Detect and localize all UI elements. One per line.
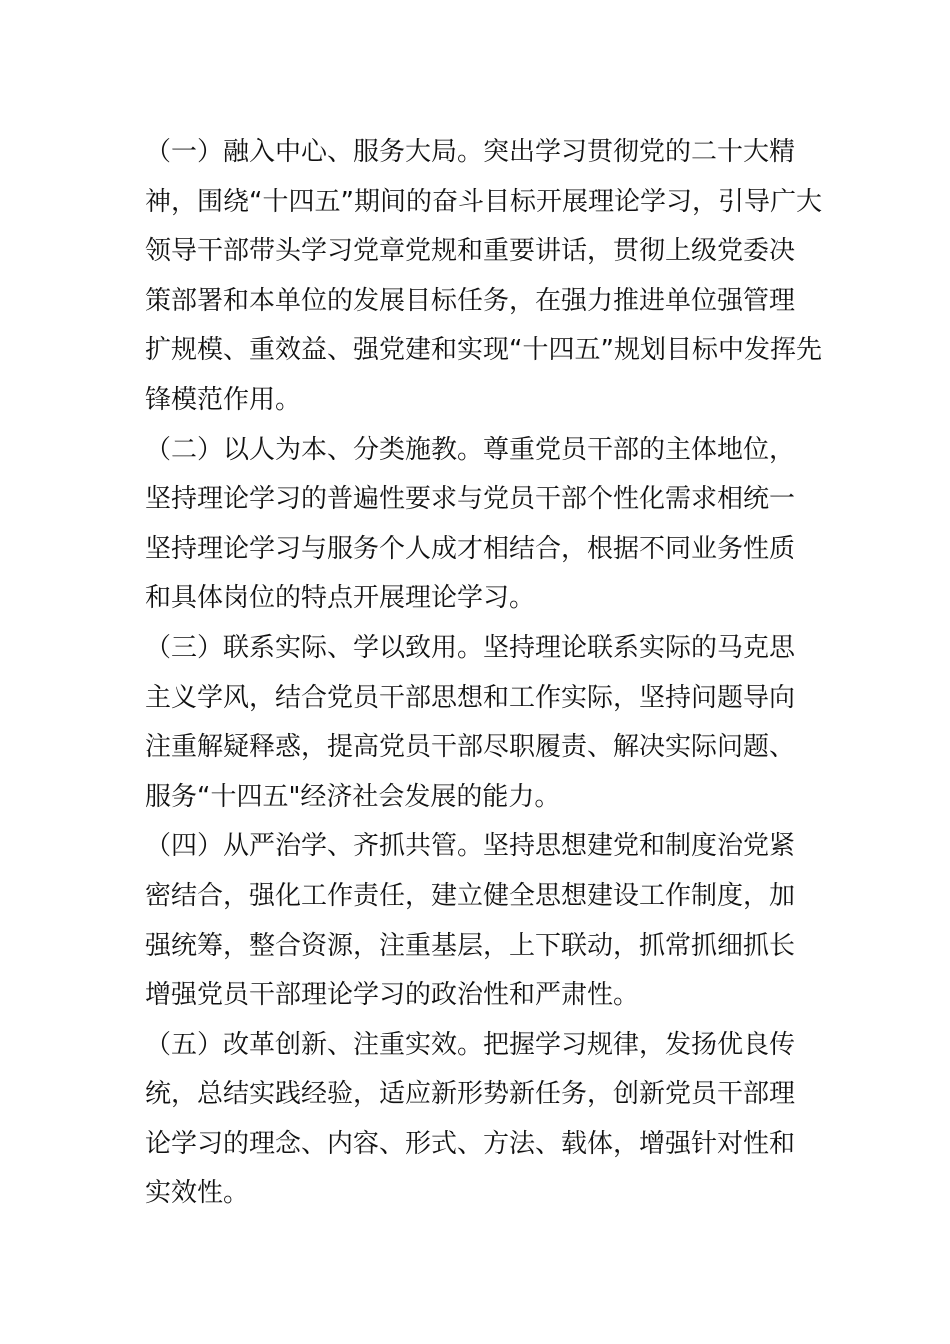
- text-line: （五）改革创新、注重实效。把握学习规律，发扬优良传: [145, 1029, 796, 1060]
- text-line: 论学习的理念、内容、形式、方法、载体，增强针对性和: [145, 1128, 796, 1159]
- text-line: （三）联系实际、学以致用。坚持理论联系实际的马克思: [145, 632, 796, 663]
- paragraph-5: [145, 1021, 810, 1219]
- text-line: 注重解疑释惑，提高党员干部尽职履责、解决实际问题、: [145, 732, 796, 763]
- text-line: 策部署和本单位的发展目标任务，在强力推进单位强管理: [145, 285, 796, 316]
- text-line: 锋模范作用。: [145, 384, 302, 415]
- text-line: 扩规模、重效益、强党建和实现“十四五”规划目标中发挥先: [145, 335, 822, 366]
- paragraph-2: [145, 426, 810, 624]
- text-line: （二）以人为本、分类施教。尊重党员干部的主体地位，: [145, 434, 796, 465]
- text-line: （四）从严治学、齐抓共管。坚持思想建党和制度治党紧: [145, 831, 796, 862]
- text-line: 坚持理论学习的普遍性要求与党员干部个性化需求相统一: [145, 484, 796, 515]
- text-line: 主义学风，结合党员干部思想和工作实际，坚持问题导向: [145, 682, 796, 713]
- text-line: 服务“十四五"经济社会发展的能力。: [145, 781, 561, 812]
- document-body: [145, 128, 822, 1219]
- text-line: 和具体岗位的特点开展理论学习。: [145, 583, 536, 614]
- paragraph-4: [145, 822, 810, 1020]
- text-line: 统，总结实践经验，适应新形势新任务，创新党员干部理: [145, 1079, 796, 1110]
- paragraph-3: [145, 624, 810, 822]
- text-line: 实效性。: [145, 1178, 250, 1209]
- paragraph-1: [145, 128, 822, 426]
- text-line: 坚持理论学习与服务个人成才相结合，根据不同业务性质: [145, 533, 796, 564]
- text-line: 领导干部带头学习党章党规和重要讲话，贯彻上级党委决: [145, 236, 796, 267]
- text-line: 强统筹，整合资源，注重基层，上下联动，抓常抓细抓长: [145, 930, 796, 961]
- text-line: 增强党员干部理论学习的政治性和严肃性。: [145, 980, 640, 1011]
- text-line: 密结合，强化工作责任，建立健全思想建设工作制度，加: [145, 880, 796, 911]
- text-line: （一）融入中心、服务大局。突出学习贯彻党的二十大精: [145, 137, 796, 167]
- text-line: 神，围绕“十四五”期间的奋斗目标开展理论学习，引导广大: [145, 186, 822, 217]
